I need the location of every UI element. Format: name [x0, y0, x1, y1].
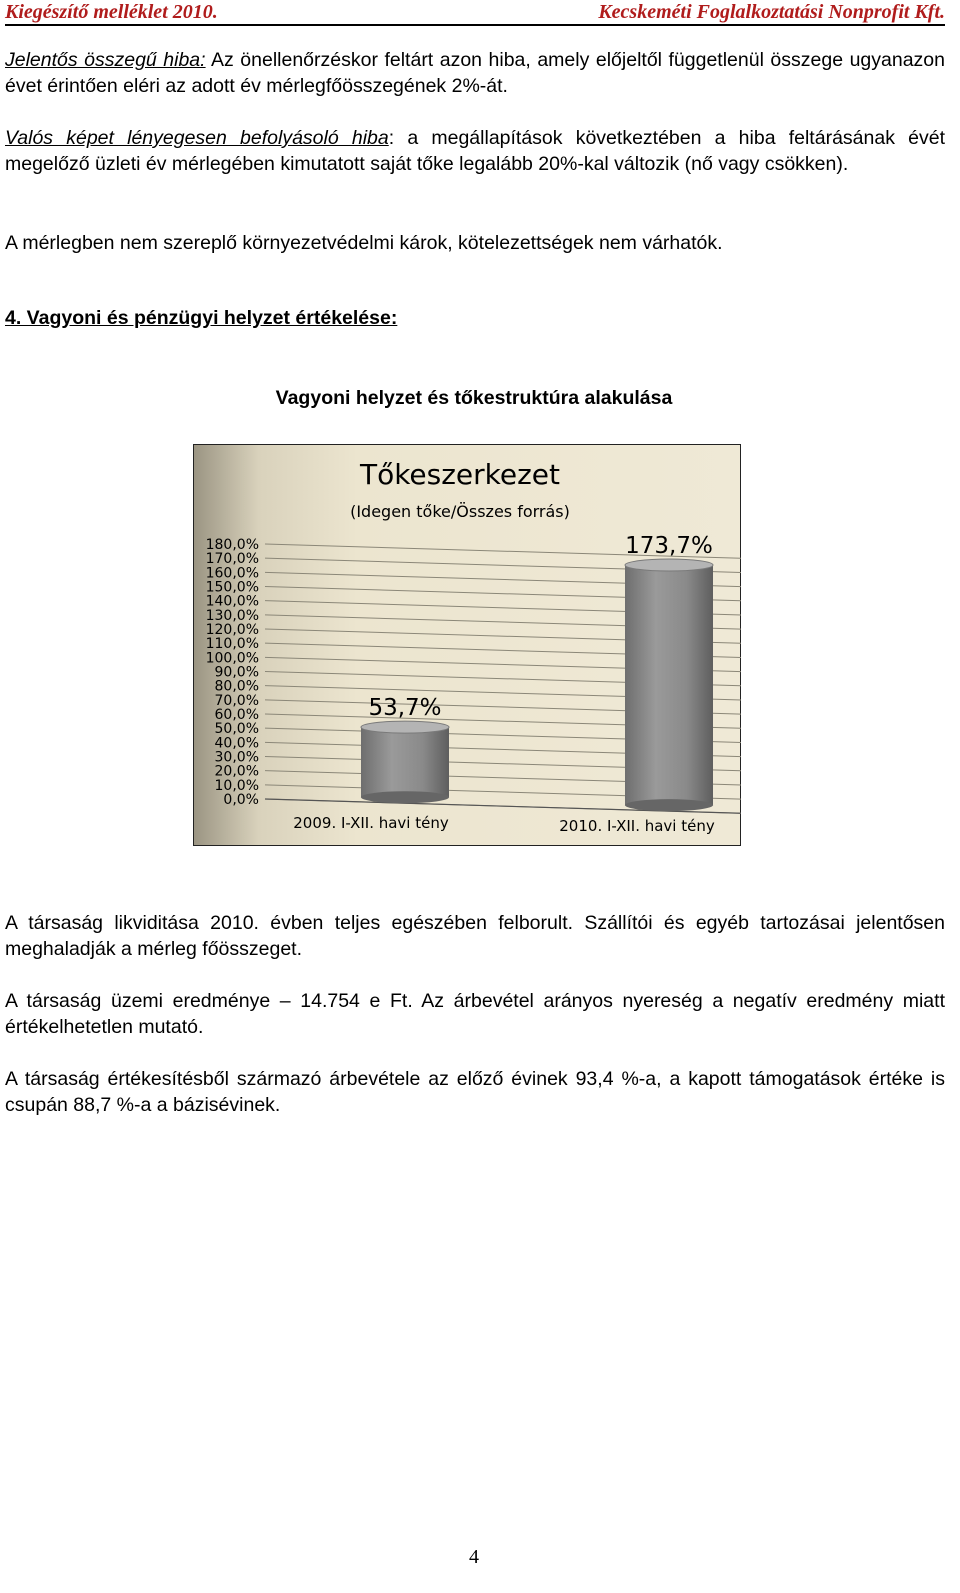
- bar: [625, 565, 713, 805]
- y-tick-label: 170,0%: [205, 551, 259, 568]
- y-tick-label: 60,0%: [214, 707, 259, 723]
- y-tick-label: 20,0%: [214, 763, 259, 780]
- paragraph-liquidity: A társaság likviditása 2010. évben teljes egészében felborult. Szállítói és egyéb tartozásai jelentősen meghaladják a mérleg főösszeget.: [5, 912, 945, 960]
- y-tick-label: 0,0%: [223, 792, 259, 808]
- y-tick-label: 150,0%: [205, 579, 259, 596]
- paragraph-revenue: A társaság értékesítésből származó árbevétele az előző évinek 93,4 %-a, a kapott támogatások értéke is csupán 88,7 %-a a bázisévinek.: [5, 1068, 945, 1116]
- chart-subtitle: (Idegen tőke/Összes forrás): [350, 502, 570, 521]
- y-tick-label: 120,0%: [205, 622, 259, 638]
- paragraph-operating-result: A társaság üzemi eredménye – 14.754 e Ft. Az árbevétel arányos nyereség a negatív eredmény miatt értékelhetetlen mutató.: [5, 990, 945, 1038]
- definition-material-error: : a megállapítások következtében a hiba feltárásának évét megelőző üzleti év mérlegében kimutatott saját tőke legalább 20%-kal változik (nő vagy csökken).: [5, 127, 945, 175]
- paragraph-environmental: A mérlegben nem szereplő környezetvédelmi károk, kötelezettségek nem várhatók.: [5, 232, 723, 254]
- x-tick-label: 2009. I-XII. havi tény: [293, 814, 449, 832]
- data-label: 173,7%: [625, 533, 713, 560]
- definition-significant-error: Az önellenőrzéskor feltárt azon hiba, amely előjeltől függetlenül összege ugyanazon évet érintően eléri az adott év mérlegfőösszegének 2%-át.: [5, 49, 945, 97]
- y-tick-label: 160,0%: [205, 565, 259, 582]
- y-tick-label: 70,0%: [214, 692, 259, 709]
- chart-caption: Vagyoni helyzet és tőkestruktúra alakulása: [275, 387, 673, 409]
- paragraph-material-error: [5, 125, 945, 177]
- y-tick-label: 140,0%: [205, 593, 259, 610]
- capital-structure-chart: [193, 444, 741, 846]
- term-significant-error: Jelentős összegű hiba:: [5, 49, 206, 71]
- page-header: [5, 0, 945, 26]
- y-tick-label: 180,0%: [205, 537, 259, 553]
- page-number: 4: [469, 1546, 479, 1568]
- y-tick-label: 50,0%: [214, 721, 259, 738]
- y-tick-label: 110,0%: [205, 636, 259, 653]
- y-tick-label: 90,0%: [214, 664, 259, 681]
- term-material-error: Valós képet lényegesen befolyásoló hiba: [5, 127, 389, 149]
- bar-base: [361, 791, 449, 803]
- header-left-title: Kiegészítő melléklet 2010.: [5, 1, 218, 23]
- x-tick-label: 2010. I-XII. havi tény: [559, 817, 715, 835]
- data-label: 53,7%: [368, 695, 442, 722]
- y-tick-label: 80,0%: [214, 678, 259, 695]
- section-title: 4. Vagyoni és pénzügyi helyzet értékelése:: [5, 307, 398, 329]
- bar-top: [625, 559, 713, 571]
- y-tick-label: 40,0%: [214, 735, 259, 752]
- bar: [361, 727, 449, 797]
- bar-base: [625, 799, 713, 811]
- chart-svg: [193, 444, 741, 846]
- paragraph-significant-error: [5, 47, 945, 99]
- y-tick-label: 10,0%: [214, 777, 259, 794]
- chart-title: Tőkeszerkezet: [359, 458, 561, 491]
- y-tick-label: 30,0%: [214, 749, 259, 766]
- bar-top: [361, 721, 449, 733]
- y-tick-label: 130,0%: [205, 607, 259, 624]
- y-tick-label: 100,0%: [205, 650, 259, 667]
- header-company-name: Kecskeméti Foglalkoztatási Nonprofit Kft.: [598, 1, 945, 23]
